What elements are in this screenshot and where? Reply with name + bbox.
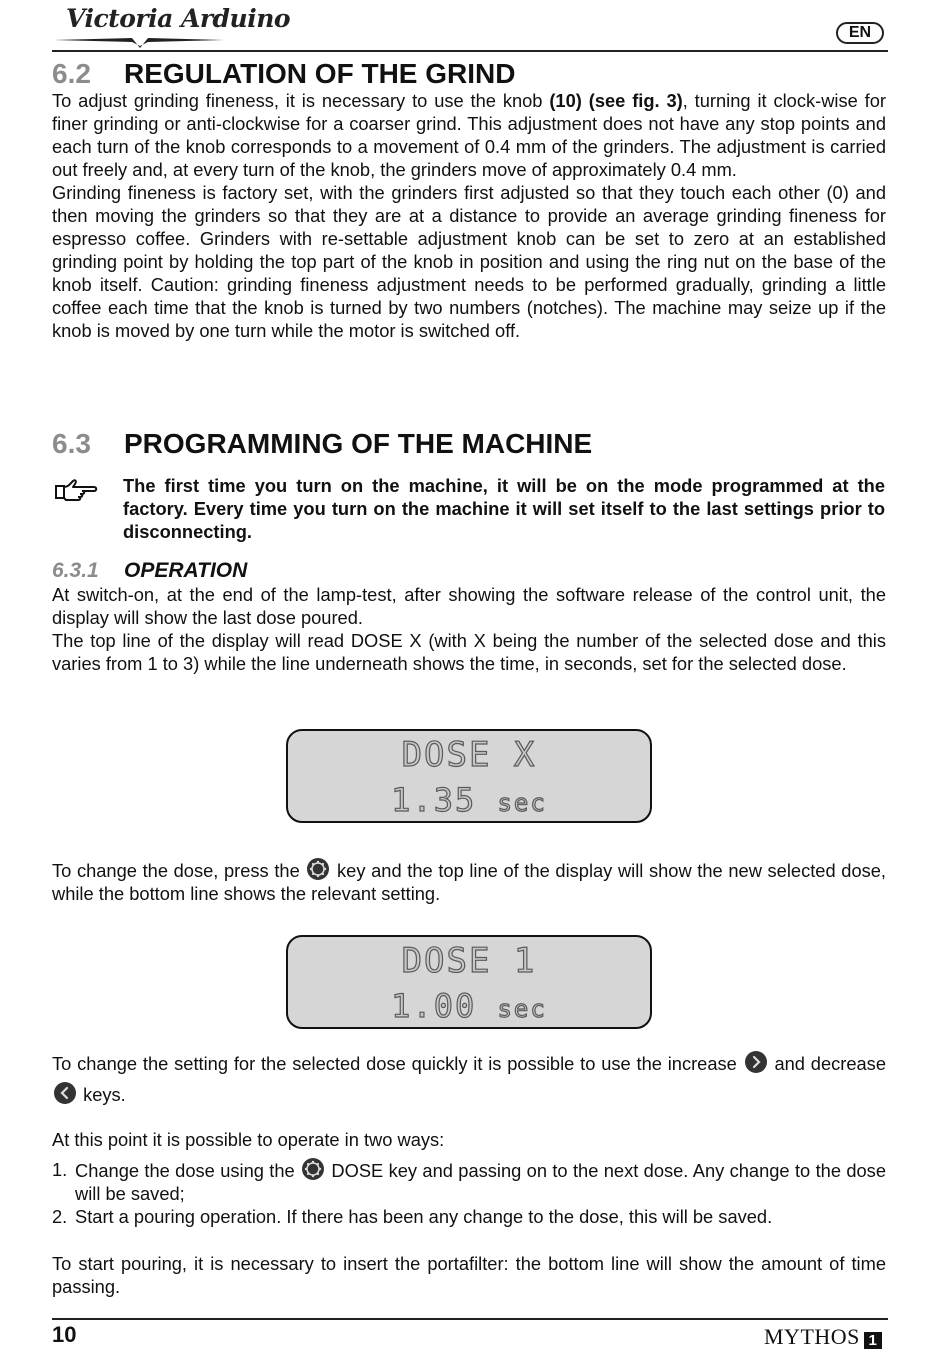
- logo-text: Victoria Arduino: [66, 4, 291, 33]
- paragraph: The top line of the display will read DOSE X (with X being the number of the selected dose and this varies from 1 to 3) while the line underneath shows the time, in seconds, set for the selected dose.: [52, 630, 886, 674]
- lcd-time-value: 1.00: [391, 987, 477, 1025]
- section-title: REGULATION OF THE GRIND: [124, 58, 516, 89]
- lcd-bottom-line: [288, 781, 650, 819]
- text: To change the setting for the selected dose quickly it is possible to use the increase: [52, 1053, 743, 1074]
- text: Change the dose using the: [75, 1160, 301, 1181]
- decrease-key-icon: [54, 1082, 76, 1104]
- list-item: [52, 1205, 886, 1228]
- section-number: 6.2: [52, 58, 91, 89]
- text: key and the top line of the display will show the new selected dose, while the bottom line shows the relevant setting.: [52, 860, 886, 904]
- page-number: 10: [52, 1322, 77, 1347]
- lcd-time-value: 1.35: [391, 781, 477, 819]
- change-dose-paragraph: [52, 858, 886, 905]
- section-number: 6.3.1: [52, 559, 99, 582]
- brand-name: [764, 1324, 882, 1350]
- section-6-3-1-heading: [52, 558, 247, 584]
- text: To change the dose, press the: [52, 860, 306, 881]
- lcd-top-line: DOSE X: [401, 735, 537, 775]
- dose-key-icon: [302, 1158, 324, 1180]
- options-list: [52, 1158, 886, 1228]
- increase-key-icon: [745, 1051, 767, 1073]
- pointing-hand-icon: [54, 478, 98, 504]
- section-title: PROGRAMMING OF THE MACHINE: [124, 428, 593, 459]
- section-6-3-heading: [52, 428, 592, 460]
- text: keys.: [78, 1084, 126, 1105]
- footer-divider: [52, 1318, 888, 1320]
- section-title: OPERATION: [124, 559, 248, 582]
- increase-decrease-paragraph: [52, 1048, 886, 1110]
- lcd-top-line: DOSE 1: [401, 941, 537, 981]
- text: DOSE key and passing on to the next dose. Any change to the dose will be saved;: [75, 1160, 886, 1204]
- factory-mode-note: The first time you turn on the machine, it will be on the mode programmed at the factory. Every time you turn on the machine it will set itself to the last settings prior to disconnecting.: [123, 475, 885, 542]
- victoria-arduino-logo: [52, 4, 291, 50]
- text: Start a pouring operation. If there has been any change to the dose, this will be saved.: [75, 1206, 773, 1227]
- language-badge: EN: [836, 22, 884, 44]
- start-pouring-paragraph: To start pouring, it is necessary to insert the portafilter: the bottom line will show the amount of time passing.: [52, 1253, 886, 1297]
- paragraph: At switch-on, at the end of the lamp-test, after showing the software release of the control unit, the display will show the last dose poured.: [52, 584, 886, 628]
- text: To adjust grinding fineness, it is necessary to use the knob: [52, 90, 550, 111]
- brand-text: MYTHOS: [764, 1324, 860, 1349]
- header-divider: [52, 50, 888, 52]
- lcd-bottom-line: [288, 987, 650, 1025]
- section-number: 6.3: [52, 428, 91, 459]
- list-number: 2.: [52, 1206, 68, 1227]
- paragraph: [52, 89, 886, 181]
- dose-key-icon: [307, 858, 329, 880]
- list-item: [52, 1158, 886, 1205]
- section-6-2-body: [52, 89, 886, 342]
- lcd-time-unit: sec: [497, 789, 547, 817]
- section-6-3-1-body: [52, 583, 886, 675]
- two-ways-paragraph: At this point it is possible to operate in two ways:: [52, 1129, 445, 1150]
- lcd-display-dose-x: [286, 729, 652, 823]
- figure-reference: (10) (see fig. 3): [549, 90, 683, 111]
- logo-swash-icon: [52, 4, 227, 50]
- section-6-2-heading: [52, 58, 515, 90]
- lcd-display-dose-1: [286, 935, 652, 1029]
- text: and decrease: [768, 1053, 886, 1074]
- brand-mark: 1: [864, 1332, 882, 1349]
- list-number: 1.: [52, 1159, 68, 1180]
- paragraph: Grinding fineness is factory set, with the grinders first adjusted so that they touch each other (0) and then moving the grinders so that they are at a distance to provide an average grinding fineness for espresso coffee. Grinders with re-settable adjustment knob can be set to zero at an established grinding point by holding the top part of the knob in position and using the ring nut on the base of the knob itself. Caution: grinding fineness adjustment needs to be performed gradually, grinding a little coffee each time that the knob is turned by two numbers (notches). The machine may seize up if the knob is moved by one turn while the motor is switched off.: [52, 182, 886, 341]
- text: , turning it clock-wise for finer grinding or anti-clockwise for a coarser grind. This adjustment does not have any stop points and each turn of the knob corresponds to a movement of 0.4 mm of the grinders. The adjustment is carried out freely and, at every turn of the knob, the grinders move of approximately 0.4 mm.: [52, 90, 886, 180]
- lcd-time-unit: sec: [497, 995, 547, 1023]
